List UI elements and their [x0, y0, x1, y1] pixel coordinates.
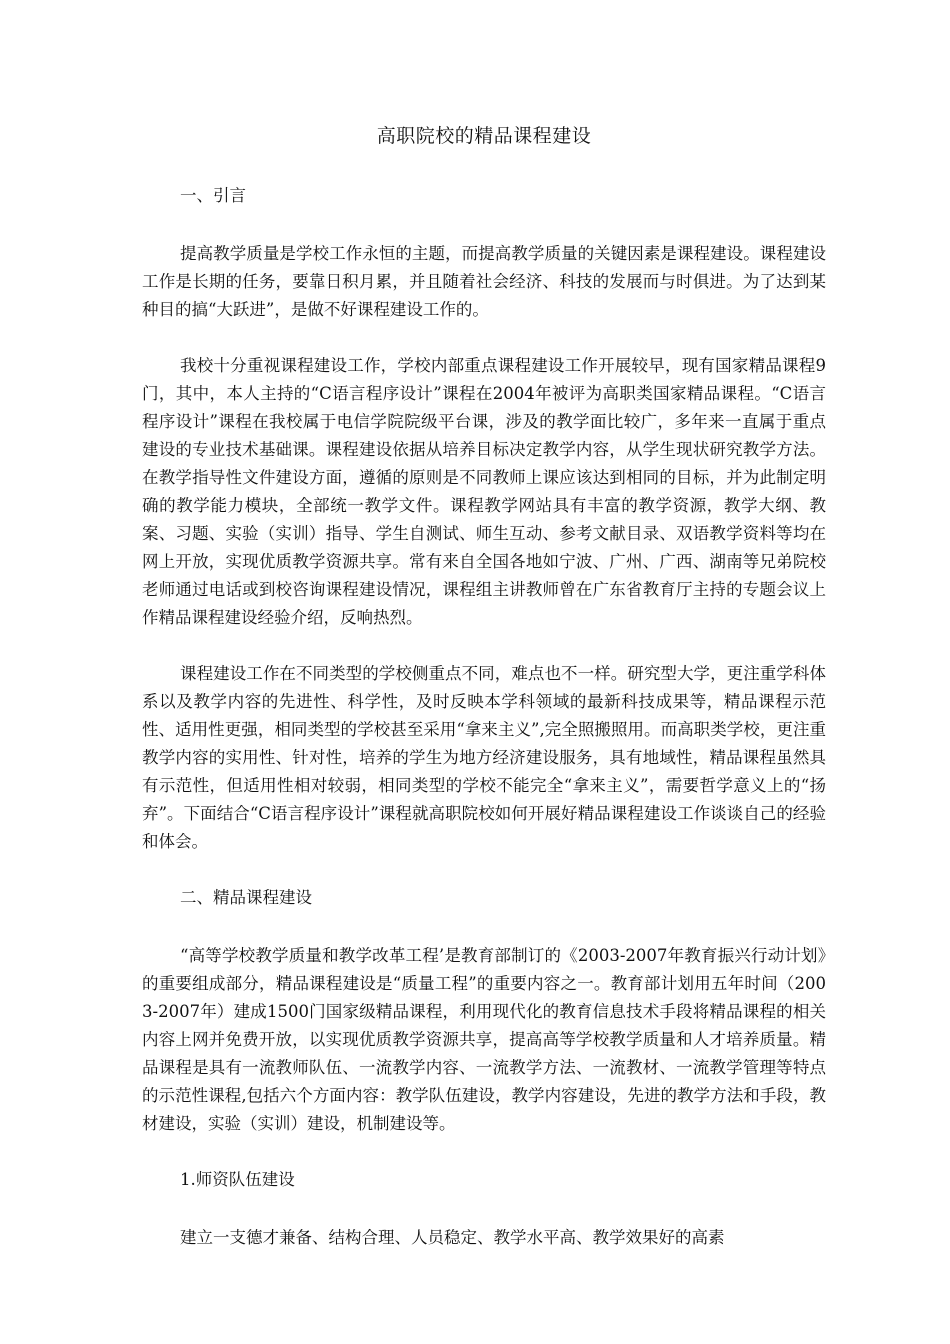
- document-body: [142, 120, 826, 1252]
- paragraph-4: “高等学校教学质量和教学改革工程’是教育部制订的《2003-2007年教育振兴行动计划》的重要组成部分，精品课程建设是“质量工程”的重要内容之一。教育部计划用五年时间（2003-2007年）建成1500门国家级精品课程，利用现代化的教育信息技术手段将精品课程的相关内容上网并免费开放，以实现优质教学资源共享，提高高等学校教学质量和人才培养质量。精品课程是具有一流教师队伍、一流教学内容、一流教学方法、一流教材、一流教学管理等特点的示范性课程,包括六个方面内容：教学队伍建设，教学内容建设，先进的教学方法和手段，教材建设，实验（实训）建设，机制建设等。: [142, 946, 826, 1133]
- paragraph-1: 提高教学质量是学校工作永恒的主题，而提高教学质量的关键因素是课程建设。课程建设工作是长期的任务，要靠日积月累，并且随着社会经济、科技的发展而与时俱进。为了达到某种目的搞“大跃进”，是做不好课程建设工作的。: [142, 244, 826, 319]
- paragraph-3: 课程建设工作在不同类型的学校侧重点不同，难点也不一样。研究型大学，更注重学科体系以及教学内容的先进性、科学性，及时反映本学科领域的最新科技成果等，精品课程示范性、适用性更强，相同类型的学校甚至采用“拿来主义”,完全照搬照用。而高职类学校，更注重教学内容的实用性、针对性，培养的学生为地方经济建设服务，具有地域性，精品课程虽然具有示范性，但适用性相对较弱，相同类型的学校不能完全“拿来主义”，需要哲学意义上的“扬弃”。下面结合“C语言程序设计”课程就高职院校如何开展好精品课程建设工作谈谈自己的经验和体会。: [142, 664, 826, 851]
- paragraph-5: 建立一支德才兼备、结构合理、人员稳定、教学水平高、教学效果好的高素: [180, 1228, 725, 1247]
- section-heading-introduction: 一、引言: [180, 186, 246, 205]
- subsection-heading-faculty: 1.师资队伍建设: [180, 1170, 295, 1189]
- section-heading-course-building: 二、精品课程建设: [180, 888, 312, 907]
- document-title: 高职院校的精品课程建设: [376, 125, 592, 147]
- paragraph-2: 我校十分重视课程建设工作，学校内部重点课程建设工作开展较早，现有国家精品课程9门，其中，本人主持的“C语言程序设计”课程在2004年被评为高职类国家精品课程。“C语言程序设计”课程在我校属于电信学院院级平台课，涉及的教学面比较广，多年来一直属于重点建设的专业技术基础课。课程建设依据从培养目标决定教学内容，从学生现状研究教学方法。在教学指导性文件建设方面，遵循的原则是不同教师上课应该达到相同的目标，并为此制定明确的教学能力模块，全部统一教学文件。课程教学网站具有丰富的教学资源，教学大纲、教案、习题、实验（实训）指导、学生自测试、师生互动、参考文献目录、双语教学资料等均在网上开放，实现优质教学资源共享。常有来自全国各地如宁波、广州、广西、湖南等兄弟院校老师通过电话或到校咨询课程建设情况，课程组主讲教师曾在广东省教育厅主持的专题会议上作精品课程建设经验介绍，反响热烈。: [142, 356, 826, 627]
